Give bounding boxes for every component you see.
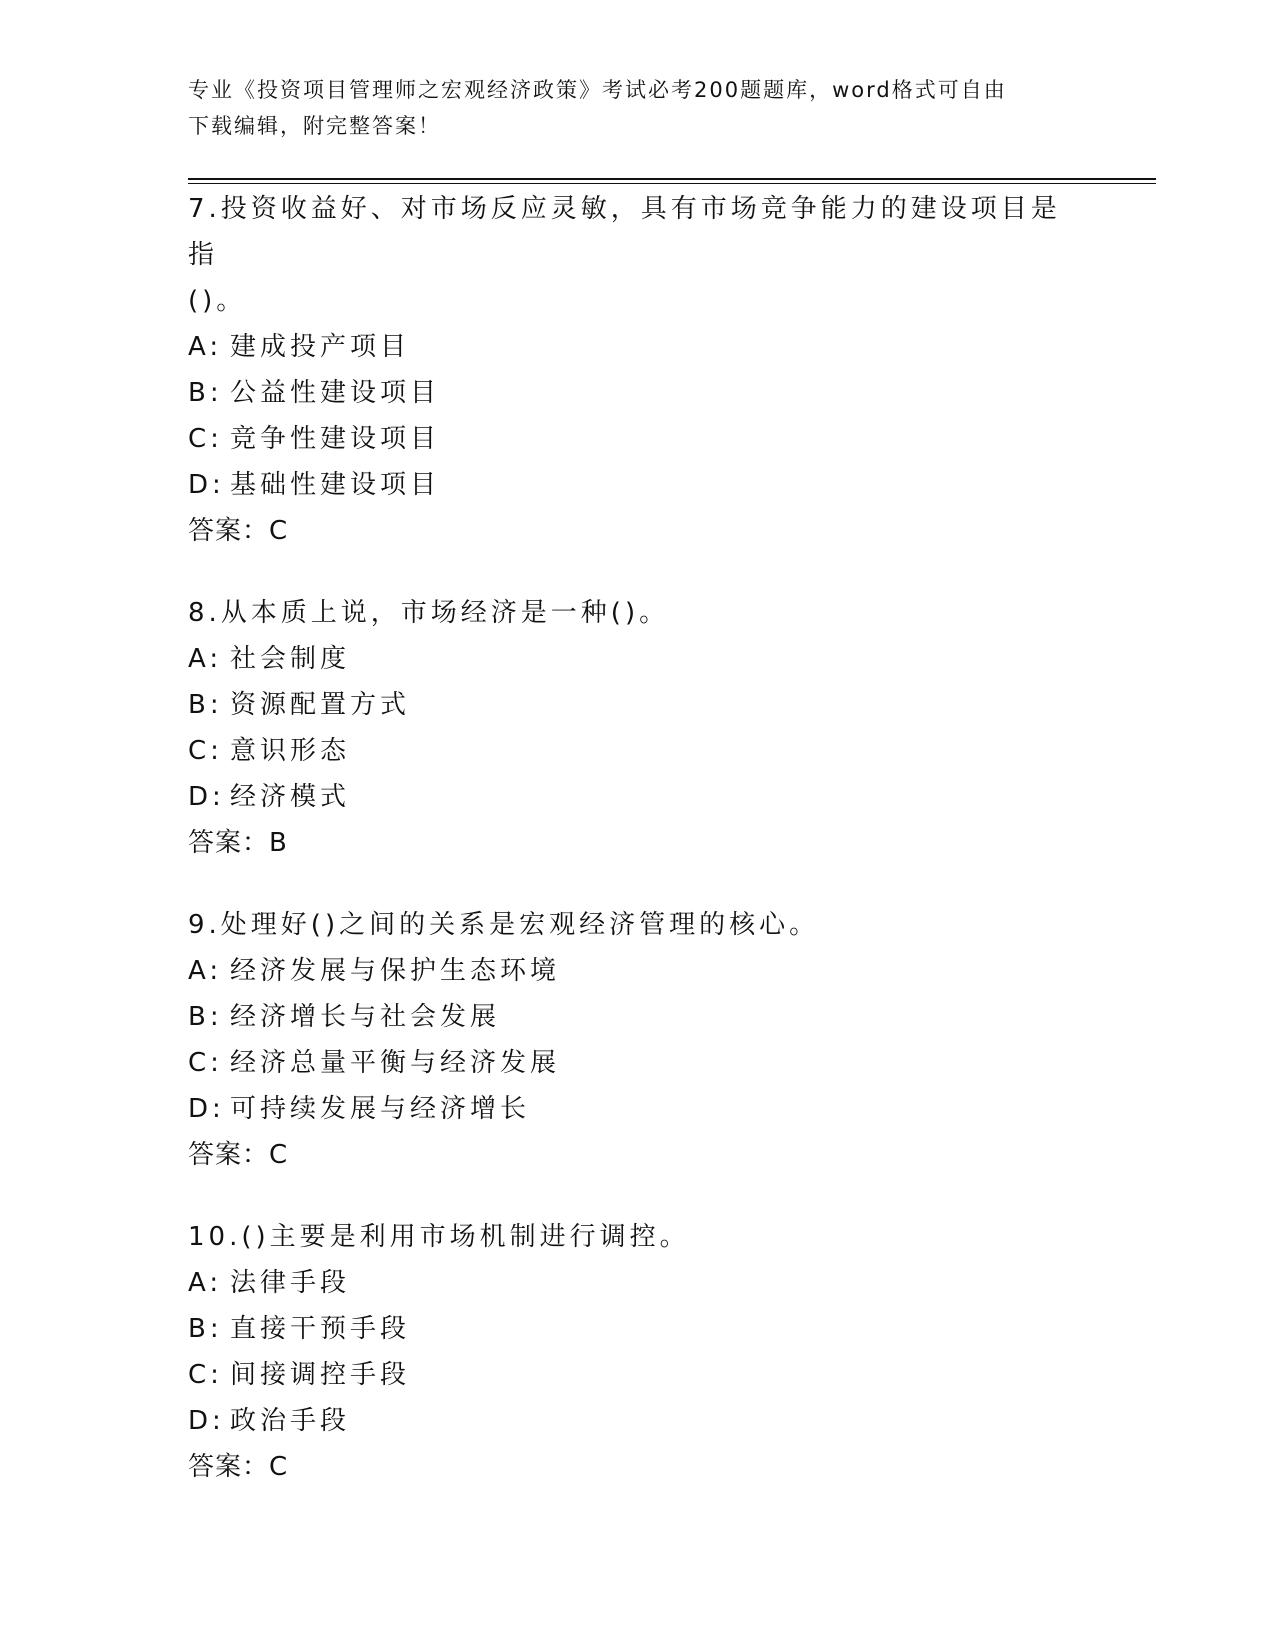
option-label: A: xyxy=(188,644,223,674)
option-label: A: xyxy=(188,332,223,362)
header-line-2: 下载编辑，附完整答案！ xyxy=(188,114,441,138)
answer: 答案：C xyxy=(188,1140,289,1170)
option-text: 社会制度 xyxy=(230,644,351,674)
option-text: 间接调控手段 xyxy=(230,1360,411,1390)
option-label: C: xyxy=(188,736,223,766)
option-text: 可持续发展与经济增长 xyxy=(230,1094,531,1124)
option-d xyxy=(188,462,1088,508)
question-8 xyxy=(188,590,1088,866)
option-label: B: xyxy=(188,378,223,408)
answer: 答案：C xyxy=(188,516,289,546)
option-text: 意识形态 xyxy=(230,736,351,766)
document-header xyxy=(188,72,1088,144)
question-stem: 9.处理好()之间的关系是宏观经济管理的核心。 xyxy=(188,910,820,940)
option-text: 政治手段 xyxy=(230,1406,351,1436)
option-b xyxy=(188,994,1088,1040)
option-text: 资源配置方式 xyxy=(230,690,411,720)
option-text: 基础性建设项目 xyxy=(230,470,441,500)
option-text: 经济总量平衡与经济发展 xyxy=(230,1048,561,1078)
option-text: 竞争性建设项目 xyxy=(230,424,441,454)
header-line-1: 专业《投资项目管理师之宏观经济政策》考试必考200题题库，word格式可自由 xyxy=(188,78,1007,102)
option-b xyxy=(188,370,1088,416)
option-d xyxy=(188,774,1088,820)
option-d xyxy=(188,1086,1088,1132)
option-label: D: xyxy=(188,1406,225,1436)
answer: 答案：C xyxy=(188,1452,289,1482)
question-stem: 8.从本质上说，市场经济是一种()。 xyxy=(188,598,670,628)
answer: 答案：B xyxy=(188,828,288,858)
option-text: 公益性建设项目 xyxy=(230,378,441,408)
option-label: D: xyxy=(188,1094,225,1124)
option-a xyxy=(188,1260,1088,1306)
option-text: 建成投产项目 xyxy=(230,332,411,362)
option-c xyxy=(188,1352,1088,1398)
option-label: B: xyxy=(188,690,223,720)
option-d xyxy=(188,1398,1088,1444)
option-c xyxy=(188,416,1088,462)
question-stem-continued: ()。 xyxy=(188,286,247,316)
header-divider-thick xyxy=(188,178,1156,180)
option-label: B: xyxy=(188,1002,223,1032)
option-text: 经济模式 xyxy=(230,782,351,812)
option-label: D: xyxy=(188,470,225,500)
option-b xyxy=(188,682,1088,728)
option-label: C: xyxy=(188,1360,223,1390)
question-list xyxy=(188,186,1088,1526)
option-text: 法律手段 xyxy=(230,1268,351,1298)
option-c xyxy=(188,1040,1088,1086)
question-7 xyxy=(188,186,1088,554)
option-text: 经济增长与社会发展 xyxy=(230,1002,501,1032)
option-label: D: xyxy=(188,782,225,812)
option-label: B: xyxy=(188,1314,223,1344)
option-label: C: xyxy=(188,1048,223,1078)
option-text: 经济发展与保护生态环境 xyxy=(230,956,561,986)
option-a xyxy=(188,324,1088,370)
question-stem: 7.投资收益好、对市场反应灵敏，具有市场竞争能力的建设项目是指 xyxy=(188,194,1061,270)
question-stem: 10.()主要是利用市场机制进行调控。 xyxy=(188,1222,690,1252)
option-label: C: xyxy=(188,424,223,454)
option-label: A: xyxy=(188,956,223,986)
option-b xyxy=(188,1306,1088,1352)
option-label: A: xyxy=(188,1268,223,1298)
option-a xyxy=(188,636,1088,682)
option-text: 直接干预手段 xyxy=(230,1314,411,1344)
option-a xyxy=(188,948,1088,994)
question-10 xyxy=(188,1214,1088,1490)
header-divider-thin xyxy=(188,183,1156,184)
option-c xyxy=(188,728,1088,774)
question-9 xyxy=(188,902,1088,1178)
